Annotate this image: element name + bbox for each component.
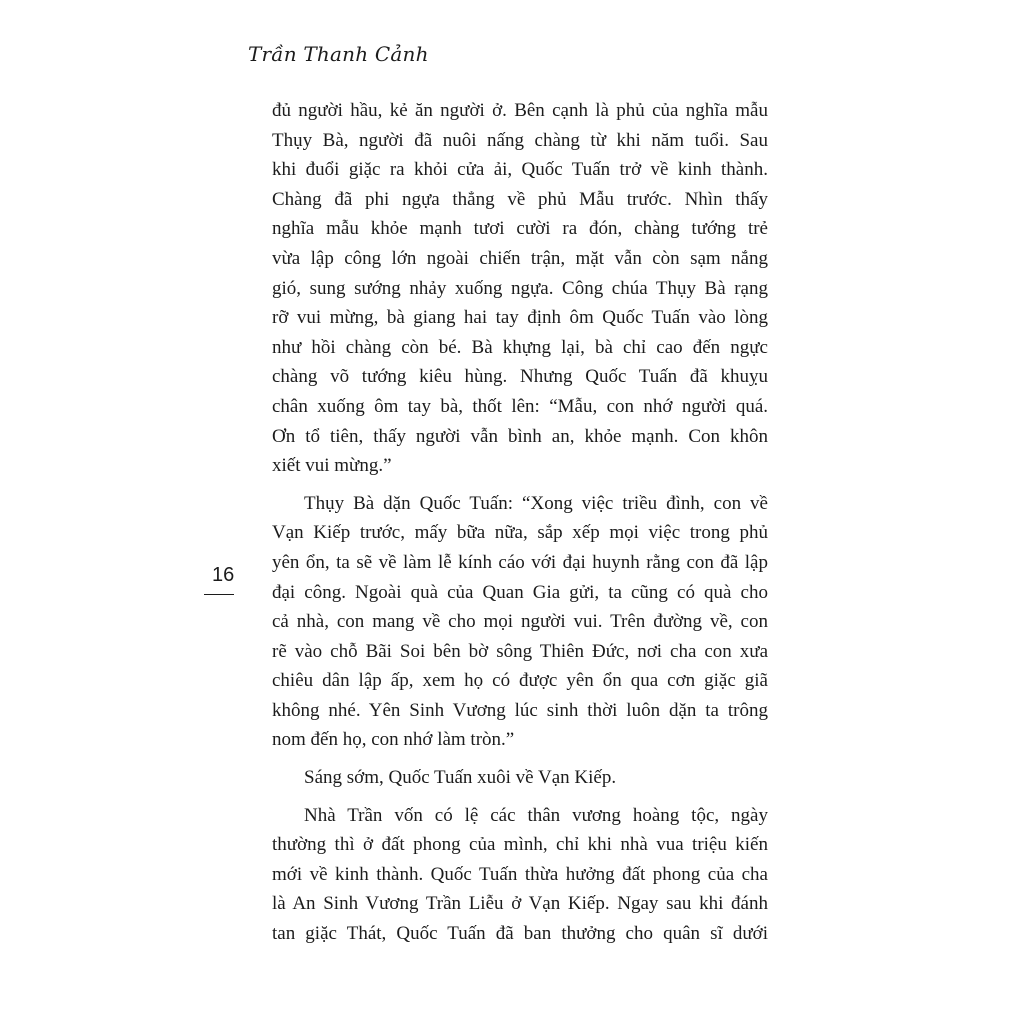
text-line: nghĩa mẫu khỏe mạnh tươi cười ra đón, chàng tướng trẻ	[272, 218, 768, 240]
text-line: đại công. Ngoài quà của Quan Gia gửi, ta cũng có quà cho	[272, 581, 768, 603]
page-number: 16	[212, 564, 235, 586]
text-line: Ơn tổ tiên, thấy người vẫn bình an, khỏe mạnh. Con khôn	[272, 425, 768, 447]
text-line: vừa lập công lớn ngoài chiến trận, mặt vẫn còn sạm nắng	[272, 247, 768, 269]
text-line: gió, sung sướng nhảy xuống ngựa. Công chúa Thụy Bà rạng	[272, 277, 768, 299]
text-line: Chàng đã phi ngựa thẳng về phủ Mẫu trước. Nhìn thấy	[272, 188, 768, 210]
text-line: rẽ vào chỗ Bãi Soi bên bờ sông Thiên Đức, nơi cha con xưa	[272, 640, 768, 662]
paragraph-4	[272, 801, 768, 949]
text-line: Sáng sớm, Quốc Tuấn xuôi về Vạn Kiếp.	[304, 767, 617, 789]
paragraph-2	[272, 489, 768, 755]
text-line: Thụy Bà dặn Quốc Tuấn: “Xong việc triều đình, con về	[304, 492, 768, 514]
text-line: mới về kinh thành. Quốc Tuấn thừa hưởng đất phong của cha	[272, 863, 768, 885]
page-number-rule	[204, 594, 234, 595]
text-line: chân xuống ôm tay bà, thốt lên: “Mẫu, con nhớ người quá.	[272, 395, 768, 417]
text-line: cả nhà, con mang về cho mọi người vui. Trên đường về, con	[272, 611, 768, 633]
text-line: như hồi chàng còn bé. Bà khựng lại, bà chỉ cao đến ngực	[272, 336, 768, 358]
text-line: rỡ vui mừng, bà giang hai tay định ôm Quốc Tuấn vào lòng	[272, 307, 768, 329]
text-line: không nhé. Yên Sinh Vương lúc sinh thời luôn dặn ta trông	[272, 699, 768, 721]
text-line: xiết vui mừng.”	[272, 455, 392, 477]
text-line: Thụy Bà, người đã nuôi nấng chàng từ khi năm tuổi. Sau	[272, 129, 768, 151]
paragraph-3	[272, 763, 768, 793]
text-line: thường thì ở đất phong của mình, chỉ khi nhà vua triệu kiến	[272, 834, 768, 856]
text-line: tan giặc Thát, Quốc Tuấn đã ban thưởng cho quân sĩ dưới	[272, 923, 768, 945]
text-line: khi đuổi giặc ra khỏi cửa ải, Quốc Tuấn trở về kinh thành.	[272, 159, 768, 181]
text-line: nom đến họ, con nhớ làm tròn.”	[272, 729, 515, 751]
paragraph-1	[272, 96, 768, 481]
text-line: yên ổn, ta sẽ về làm lễ kính cáo với đại huynh rằng con đã lập	[272, 551, 768, 573]
text-line: chàng võ tướng kiêu hùng. Nhưng Quốc Tuấn đã khuỵu	[272, 366, 768, 388]
text-line: đủ người hầu, kẻ ăn người ở. Bên cạnh là phủ của nghĩa mẫu	[272, 100, 768, 121]
text-line: là An Sinh Vương Trần Liễu ở Vạn Kiếp. Ngay sau khi đánh	[272, 893, 768, 915]
text-line: chiêu dân lập ấp, xem họ có được yên ổn qua cơn giặc giã	[272, 670, 768, 692]
body-text	[272, 96, 768, 957]
running-header: Trần Thanh Cảnh	[248, 42, 429, 66]
text-line: Vạn Kiếp trước, mấy bữa nữa, sắp xếp mọi việc trong phủ	[272, 522, 768, 544]
text-line: Nhà Trần vốn có lệ các thân vương hoàng tộc, ngày	[304, 804, 768, 826]
